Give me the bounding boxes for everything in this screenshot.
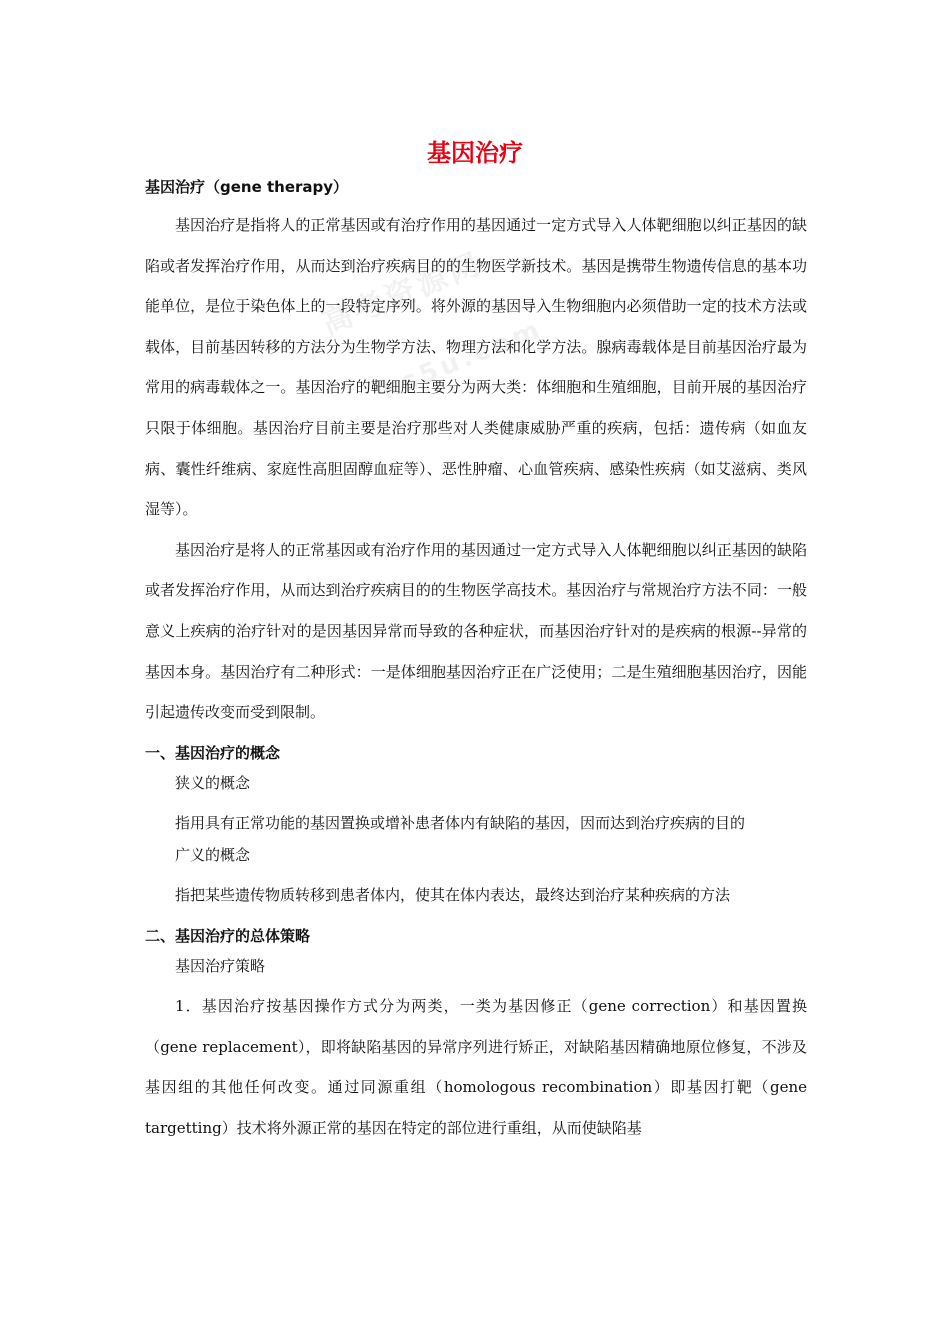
document-body — [145, 177, 807, 1148]
section-heading-strategy: 二、基因治疗的总体策略 — [145, 926, 311, 945]
paragraph-intro: 基因治疗是指将人的正常基因或有治疗作用的基因通过一定方式导入人体靶细胞以纠正基因的缺陷或者发挥治疗作用，从而达到治疗疾病目的的生物医学新技术。基因是携带生物遗传信息的基本功能单位，是位于染色体上的一段特定序列。将外源的基因导入生物细胞内必须借助一定的技术方法或载体，目前基因转移的方法分为生物学方法、物理方法和化学方法。腺病毒载体是目前基因治疗最为常用的病毒载体之一。基因治疗的靶细胞主要分为两大类：体细胞和生殖细胞，目前开展的基因治疗只限于体细胞。基因治疗目前主要是治疗那些对人类健康威胁严重的疾病，包括：遗传病（如血友病、囊性纤维病、家庭性高胆固醇血症等）、恶性肿瘤、心血管疾病、感染性疾病（如艾滋病、类风湿等）。 — [145, 216, 807, 519]
strategy-text: 1．基因治疗按基因操作方式分为两类，一类为基因修正（gene correction）和基因置换（gene replacement），即将缺陷基因的异常序列进行矫正，对缺陷基因精确地原位修复，不涉及基因组的其他任何改变。通过同源重组（homologous recombination）即基因打靶（gene targetting）技术将外源正常的基因在特定的部位进行重组，从而使缺陷基 — [145, 996, 807, 1137]
section-heading-concept: 一、基因治疗的概念 — [145, 743, 281, 762]
narrow-concept-text: 指用具有正常功能的基因置换或增补患者体内有缺陷的基因，因而达到治疗疾病的目的 — [175, 813, 746, 832]
watermark-line2: ks5u.com — [377, 313, 548, 407]
document-subtitle: 基因治疗（gene therapy） — [145, 178, 349, 196]
watermark-line1: 高考资源网 — [317, 246, 488, 343]
narrow-concept-label: 狭义的概念 — [175, 773, 251, 792]
broad-concept-text: 指把某些遗传物质转移到患者体内，使其在体内表达，最终达到治疗某种疾病的方法 — [175, 886, 731, 905]
paragraph-comparison: 基因治疗是将人的正常基因或有治疗作用的基因通过一定方式导入人体靶细胞以纠正基因的缺陷或者发挥治疗作用，从而达到治疗疾病目的的生物医学高技术。基因治疗与常规治疗方法不同：一般意义上疾病的治疗针对的是因基因异常而导致的各种症状，而基因治疗针对的是疾病的根源--异常的基因本身。基因治疗有二种形式：一是体细胞基因治疗正在广泛使用；二是生殖细胞基因治疗，因能引起遗传改变而受到限制。 — [145, 540, 807, 722]
document-title: 基因治疗 — [427, 139, 523, 167]
broad-concept-label: 广义的概念 — [175, 846, 251, 865]
strategy-label: 基因治疗策略 — [175, 956, 266, 975]
